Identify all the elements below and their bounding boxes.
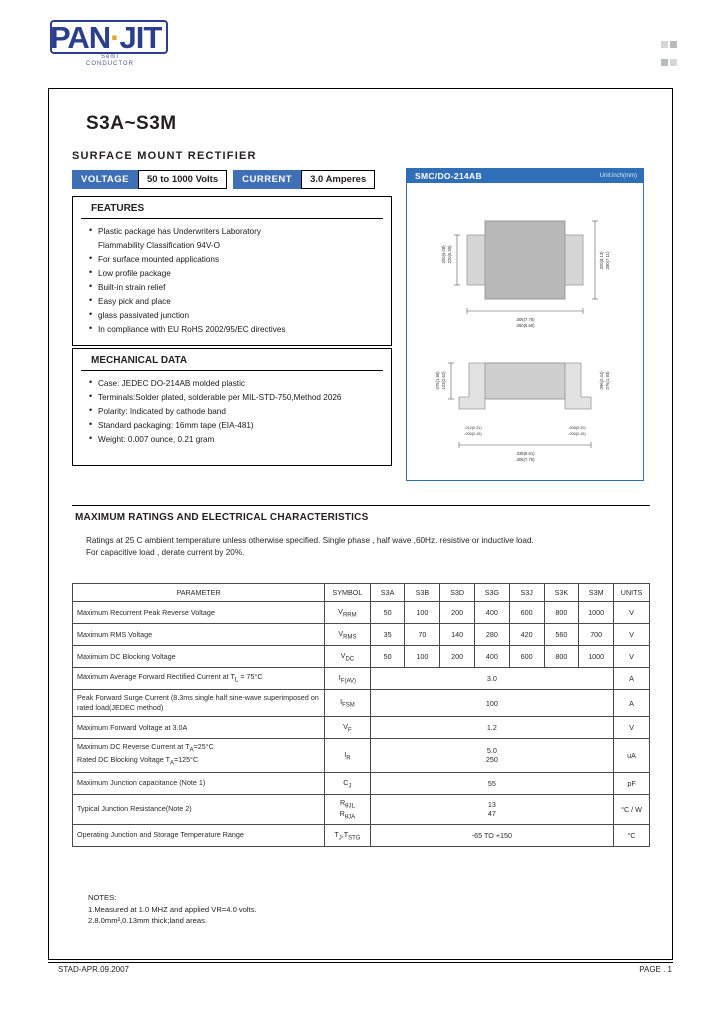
table-header-row (73, 584, 650, 602)
table-row (73, 624, 650, 646)
logo-sub-conductor: CONDUCTOR (86, 61, 134, 67)
company-logo (50, 22, 230, 67)
cell-unit: V (614, 717, 650, 739)
ratings-divider (72, 505, 650, 506)
cell-parameter: Maximum DC Blocking Voltage (73, 646, 325, 668)
decorative-dots (660, 36, 678, 72)
list-item: • Standard packaging: 16mm tape (EIA-481) (89, 419, 391, 432)
cell-value: 50 (370, 602, 405, 624)
list-item: • Easy pick and place (89, 295, 391, 308)
list-item: • Case: JEDEC DO-214AB molded plastic (89, 377, 391, 390)
list-item: • In compliance with EU RoHS 2002/95/EC directives (89, 323, 391, 336)
voltage-label: VOLTAGE (72, 170, 138, 189)
cell-value: 700 (579, 624, 614, 646)
cell-unit: uA (614, 739, 650, 773)
th-symbol: SYMBOL (325, 584, 371, 602)
mechanical-box (72, 348, 392, 466)
svg-text:.096(2.44): .096(2.44) (599, 371, 604, 391)
cell-value: 560 (544, 624, 579, 646)
th-parameter: PARAMETER (73, 584, 325, 602)
cell-parameter: Typical Junction Resistance(Note 2) (73, 794, 325, 824)
table-row (73, 646, 650, 668)
table-row (73, 602, 650, 624)
cell-value-span: 3.0 (370, 668, 613, 690)
table-row (73, 772, 650, 794)
page-subtitle: SURFACE MOUNT RECTIFIER (72, 150, 257, 162)
mechanical-heading: MECHANICAL DATA (81, 349, 383, 371)
cell-parameter: Maximum DC Reverse Current at $T_A=25^\circ C$ Rated DC Blocking Voltage $T_A=125^\circ C$ (73, 739, 325, 773)
notes-block (88, 892, 257, 927)
cell-value: 800 (544, 602, 579, 624)
cell-symbol: $V_{DC}$ (325, 646, 371, 668)
cell-value: 800 (544, 646, 579, 668)
svg-text:.008(0.20): .008(0.20) (568, 426, 586, 430)
cell-symbol: $T_J,T_{STG}$ (325, 824, 371, 846)
svg-text:.305(7.75): .305(7.75) (515, 317, 535, 322)
logo-dot: · (110, 20, 120, 55)
cell-unit: V (614, 624, 650, 646)
svg-text:.103(2.62): .103(2.62) (441, 371, 446, 391)
cell-value: 100 (405, 646, 440, 668)
cell-symbol: $C_J$ (325, 772, 371, 794)
cell-value: 200 (440, 602, 475, 624)
svg-text:.280(7.11): .280(7.11) (605, 251, 610, 271)
cell-unit: A (614, 690, 650, 717)
table-row (73, 668, 650, 690)
svg-text:.260(6.60): .260(6.60) (515, 323, 535, 328)
th-s3a: S3A (370, 584, 405, 602)
table-row (73, 690, 650, 717)
ratings-heading: MAXIMUM RATINGS AND ELECTRICAL CHARACTERISTICS (75, 512, 369, 523)
svg-text:.335(8.51): .335(8.51) (515, 451, 535, 456)
cell-value: 600 (509, 646, 544, 668)
note-item: 2.8.0mm²,0.13mm thick;land areas. (88, 916, 208, 925)
cell-value: 280 (475, 624, 510, 646)
logo-sub-semi: SemI (100, 54, 119, 60)
cell-parameter: Maximum Recurrent Peak Reverse Voltage (73, 602, 325, 624)
cell-symbol: $R_{\theta JL}$ $R_{\theta JA}$ (325, 794, 371, 824)
cell-unit: A (614, 668, 650, 690)
package-drawing-panel (406, 168, 644, 481)
cell-value: 50 (370, 646, 405, 668)
cell-parameter: Maximum Forward Voltage at 3.0A (73, 717, 325, 739)
cell-value: 420 (509, 624, 544, 646)
package-body (407, 183, 643, 476)
current-value: 3.0 Amperes (301, 170, 375, 189)
cell-value: 400 (475, 602, 510, 624)
footer-doc-code: STAD-APR.09.2007 (58, 965, 129, 974)
cell-value-span: 55 (370, 772, 613, 794)
features-heading: FEATURES (81, 197, 383, 219)
mechanical-list (89, 377, 391, 446)
th-s3b: S3B (405, 584, 440, 602)
features-box (72, 196, 392, 346)
svg-text:.200(5.08): .200(5.08) (441, 245, 446, 265)
svg-text:.075(1.90): .075(1.90) (435, 371, 440, 391)
svg-text:.006(0.15): .006(0.15) (568, 432, 586, 436)
cell-value: 1000 (579, 602, 614, 624)
cell-value: 100 (405, 602, 440, 624)
list-item: Flammability Classification 94V-O (98, 241, 220, 250)
voltage-value: 50 to 1000 Volts (138, 170, 227, 189)
ratings-note-line1: Ratings at 25 C ambient temperature unless otherwise specified. Single phase , half wave ,60Hz. resistive or inductive load. (86, 536, 534, 545)
spec-badges (72, 170, 381, 189)
current-label: CURRENT (233, 170, 301, 189)
logo-pan: PAN (50, 20, 111, 55)
cell-value: 1000 (579, 646, 614, 668)
svg-text:.305(7.75): .305(7.75) (515, 457, 535, 462)
table-row (73, 794, 650, 824)
cell-value-span: 1.2 (370, 717, 613, 739)
cell-value-span: -65 TO +150 (370, 824, 613, 846)
logo-wordmark (50, 22, 230, 53)
notes-heading: NOTES: (88, 893, 117, 902)
th-s3m: S3M (579, 584, 614, 602)
cell-value: 140 (440, 624, 475, 646)
ratings-note (86, 535, 626, 559)
cell-parameter: Maximum Junction capacitance (Note 1) (73, 772, 325, 794)
list-item: • Built-in strain relief (89, 281, 391, 294)
cell-unit: V (614, 646, 650, 668)
cell-value-span: 13 47 (370, 794, 613, 824)
page-title: S3A~S3M (86, 113, 177, 134)
footer-divider (48, 962, 673, 963)
logo-jit: JIT (119, 20, 162, 55)
cell-unit: °C (614, 824, 650, 846)
cell-unit: °C / W (614, 794, 650, 824)
cell-value: 200 (440, 646, 475, 668)
th-s3g: S3G (475, 584, 510, 602)
table-row (73, 739, 650, 773)
package-title: SMC/DO-214AB (407, 169, 490, 183)
svg-text:.320(8.13): .320(8.13) (599, 251, 604, 271)
cell-value-span: 100 (370, 690, 613, 717)
svg-text:.012(0.31): .012(0.31) (464, 426, 482, 430)
th-units: UNITS (614, 584, 650, 602)
cell-symbol: $V_{RRM}$ (325, 602, 371, 624)
ratings-note-line2: For capacitive load , derate current by 20%. (86, 548, 245, 557)
table-row (73, 717, 650, 739)
list-item: • Terminals:Solder plated, solderable per MIL-STD-750,Method 2026 (89, 391, 391, 404)
cell-value: 70 (405, 624, 440, 646)
th-s3k: S3K (544, 584, 579, 602)
table-row (73, 824, 650, 846)
cell-unit: pF (614, 772, 650, 794)
specifications-table (72, 583, 650, 847)
cell-value: 600 (509, 602, 544, 624)
cell-parameter: Maximum RMS Voltage (73, 624, 325, 646)
cell-value: 400 (475, 646, 510, 668)
svg-text:.076(1.93): .076(1.93) (605, 371, 610, 391)
cell-symbol: $V_{RMS}$ (325, 624, 371, 646)
package-diagram-icon (407, 183, 643, 475)
footer-page-number: PAGE . 1 (639, 965, 672, 974)
features-list (89, 225, 391, 336)
cell-symbol: $I_R$ (325, 739, 371, 773)
cell-symbol: $I_{FSM}$ (325, 690, 371, 717)
list-item: • Weight: 0.007 ounce, 0.21 gram (89, 433, 391, 446)
cell-unit: V (614, 602, 650, 624)
cell-value-span: 5.0 250 (370, 739, 613, 773)
list-item: • glass passivated junction (89, 309, 391, 322)
th-s3d: S3D (440, 584, 475, 602)
cell-symbol: $V_F$ (325, 717, 371, 739)
package-unit: Unit:inch(mm) (599, 173, 637, 179)
cell-value: 35 (370, 624, 405, 646)
list-item: • Polarity: Indicated by cathode band (89, 405, 391, 418)
th-s3j: S3J (509, 584, 544, 602)
cell-symbol: $I_{F(AV)}$ (325, 668, 371, 690)
table-body (73, 602, 650, 847)
list-item: • Plastic package has Underwriters Laboratory (89, 225, 391, 238)
note-item: 1.Measured at 1.0 MHZ and applied VR=4.0 volts. (88, 904, 257, 914)
svg-text:.220(5.59): .220(5.59) (447, 245, 452, 265)
svg-text:.006(0.15): .006(0.15) (464, 432, 482, 436)
list-item: • For surface mounted applications (89, 253, 391, 266)
package-header (407, 169, 643, 183)
cell-parameter: Peak Forward Surge Current (8.3ms single half sine-wave superimposed on rated load(JEDEC method) (73, 690, 325, 717)
cell-parameter: Maximum Average Forward Rectified Current at $T_L = 75^\circ C$ (73, 668, 325, 690)
cell-parameter: Operating Junction and Storage Temperature Range (73, 824, 325, 846)
list-item: • Low profile package (89, 267, 391, 280)
